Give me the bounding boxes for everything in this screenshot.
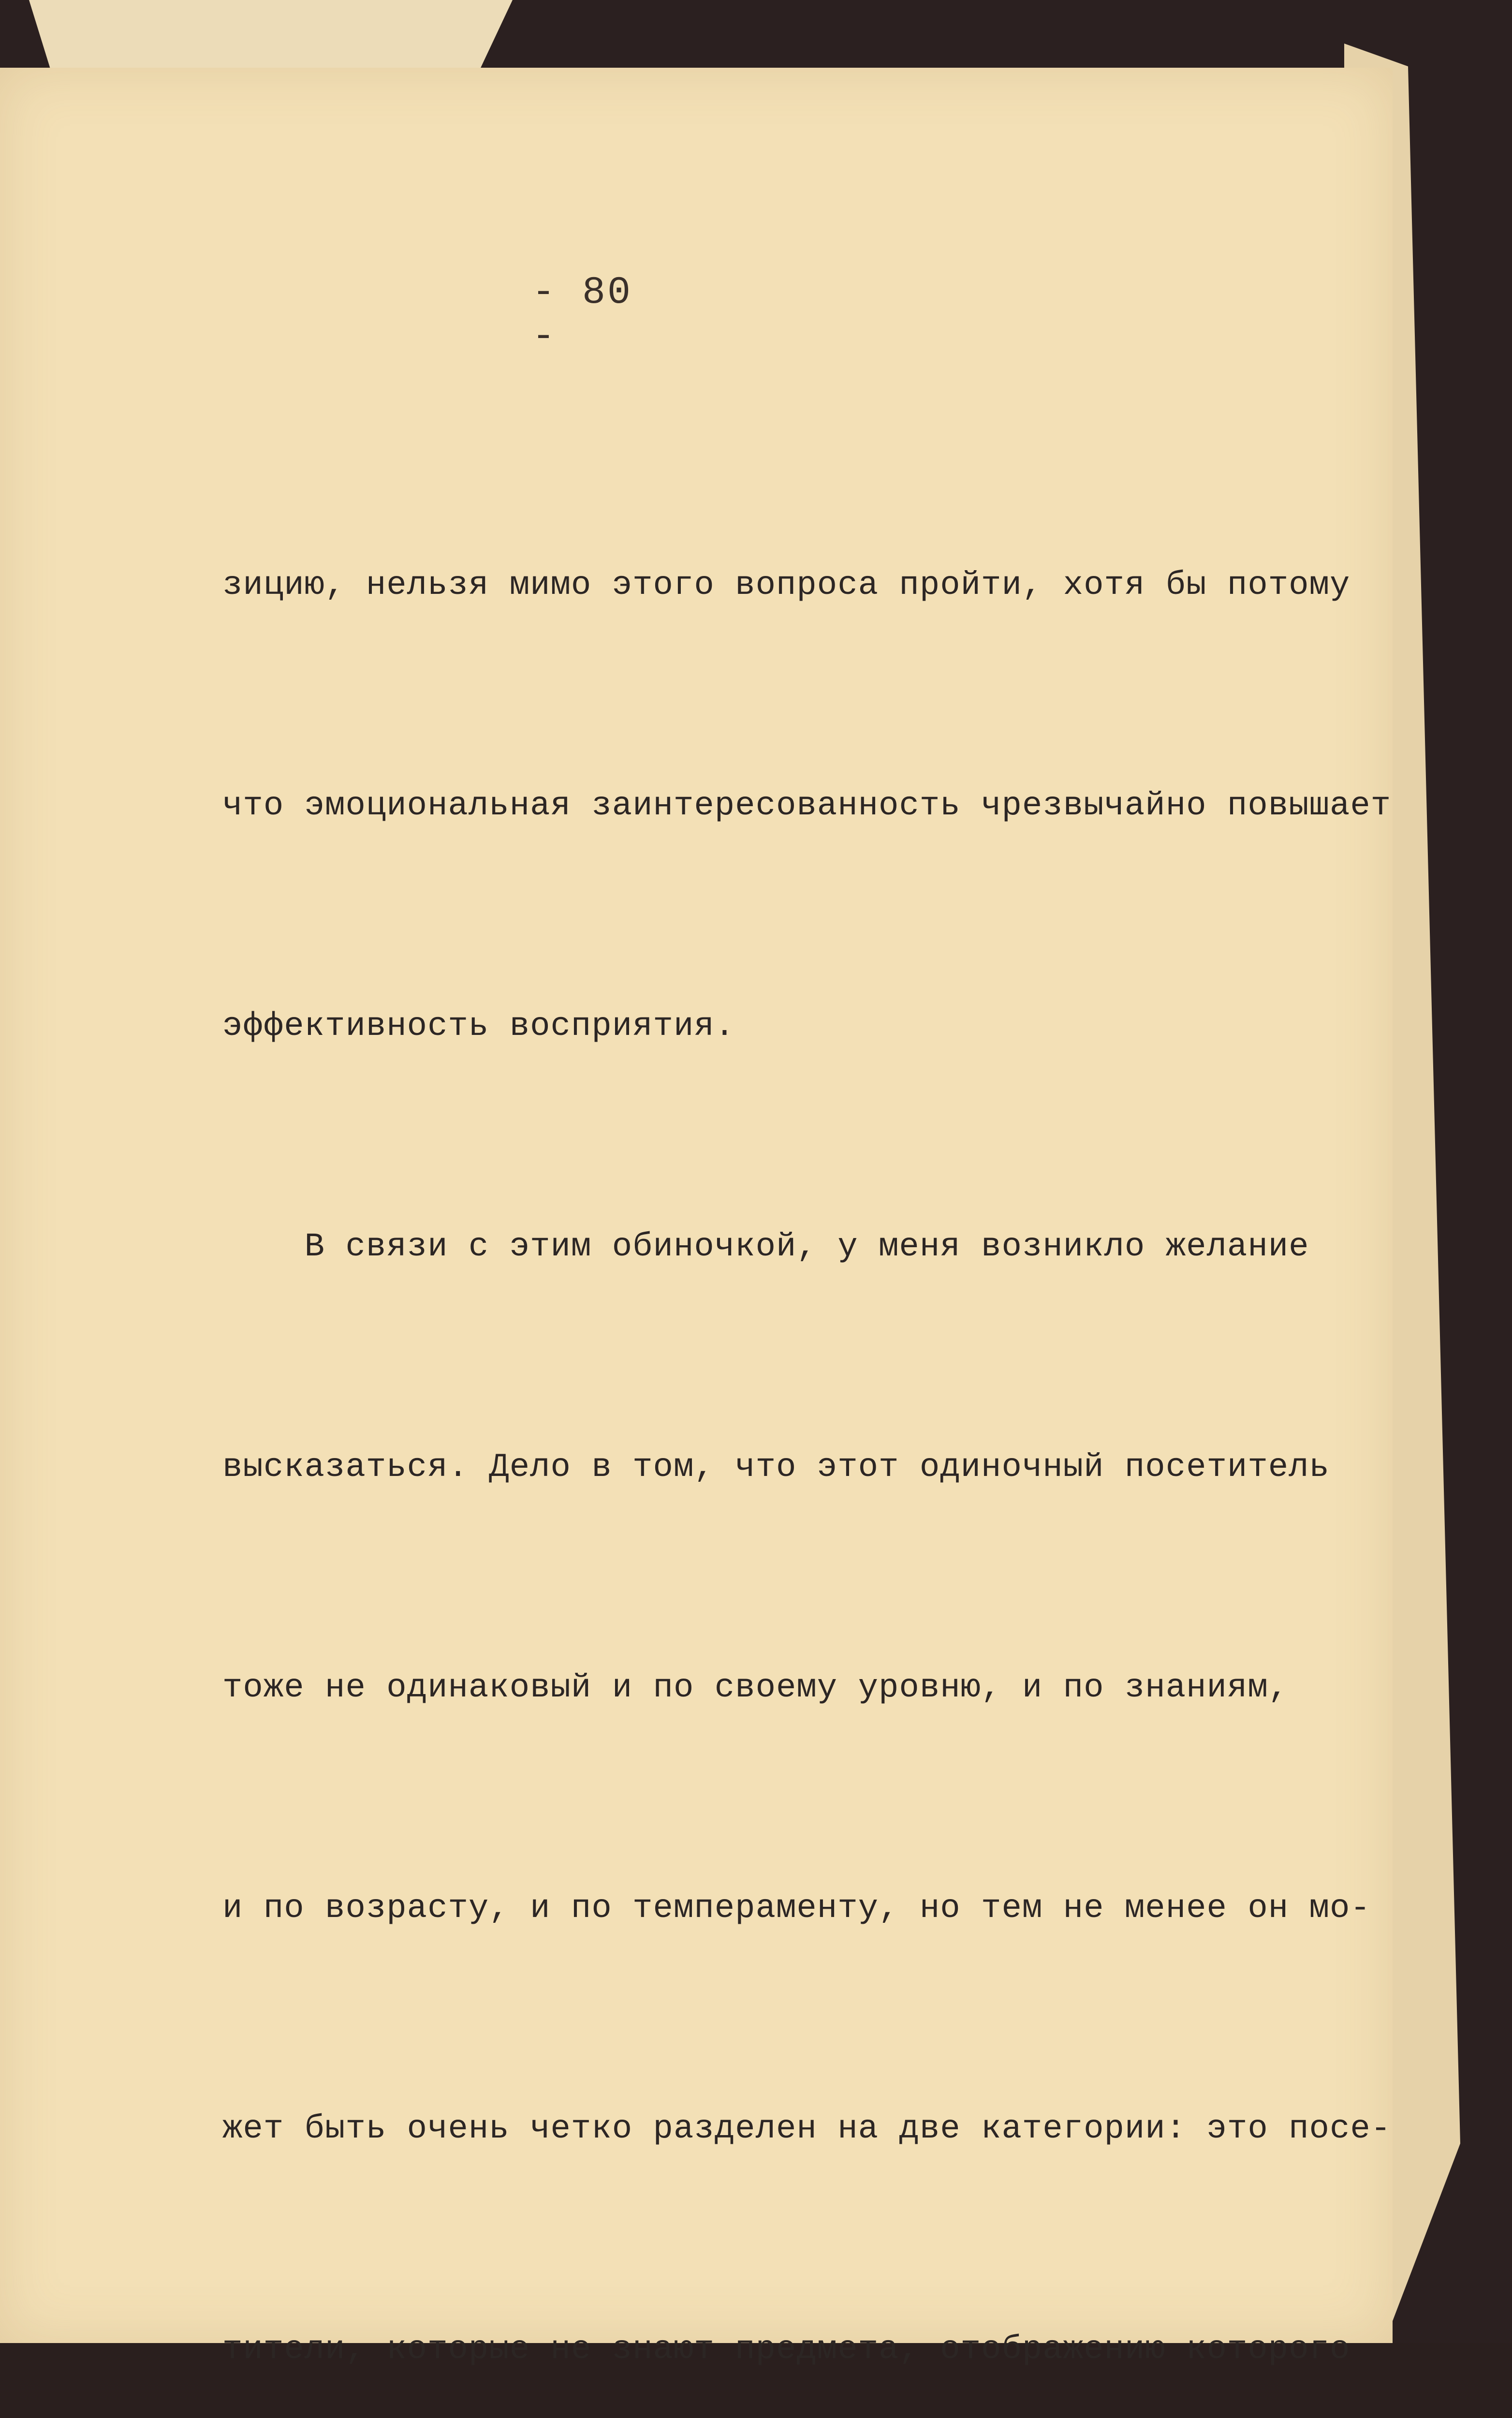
text-line: тоже не одинаковый и по своему уровню, и по знаниям, — [222, 1669, 1289, 1707]
text-line: В связи с этим обиночкой, у меня возникло желание — [222, 1228, 1309, 1266]
text-line: жет быть очень четко разделен на две категории: это посе- — [222, 2110, 1392, 2148]
text-line: высказаться. Дело в том, что этот одиночный посетитель — [222, 1448, 1330, 1486]
text-line: эффективность восприятия. — [222, 1007, 735, 1045]
body-text — [222, 401, 1393, 2418]
page-number: - 80 - — [532, 271, 633, 359]
text-line: что эмоциональная заинтересованность чрезвычайно повышает — [222, 787, 1392, 825]
text-line: зицию, нельзя мимо этого вопроса пройти, хотя бы потому — [222, 566, 1351, 604]
text-line: и по возрасту, и по темпераменту, но тем не менее он мо- — [222, 1889, 1371, 1927]
text-line: тители, которые не знают предмета, отображению которого — [222, 2330, 1351, 2368]
